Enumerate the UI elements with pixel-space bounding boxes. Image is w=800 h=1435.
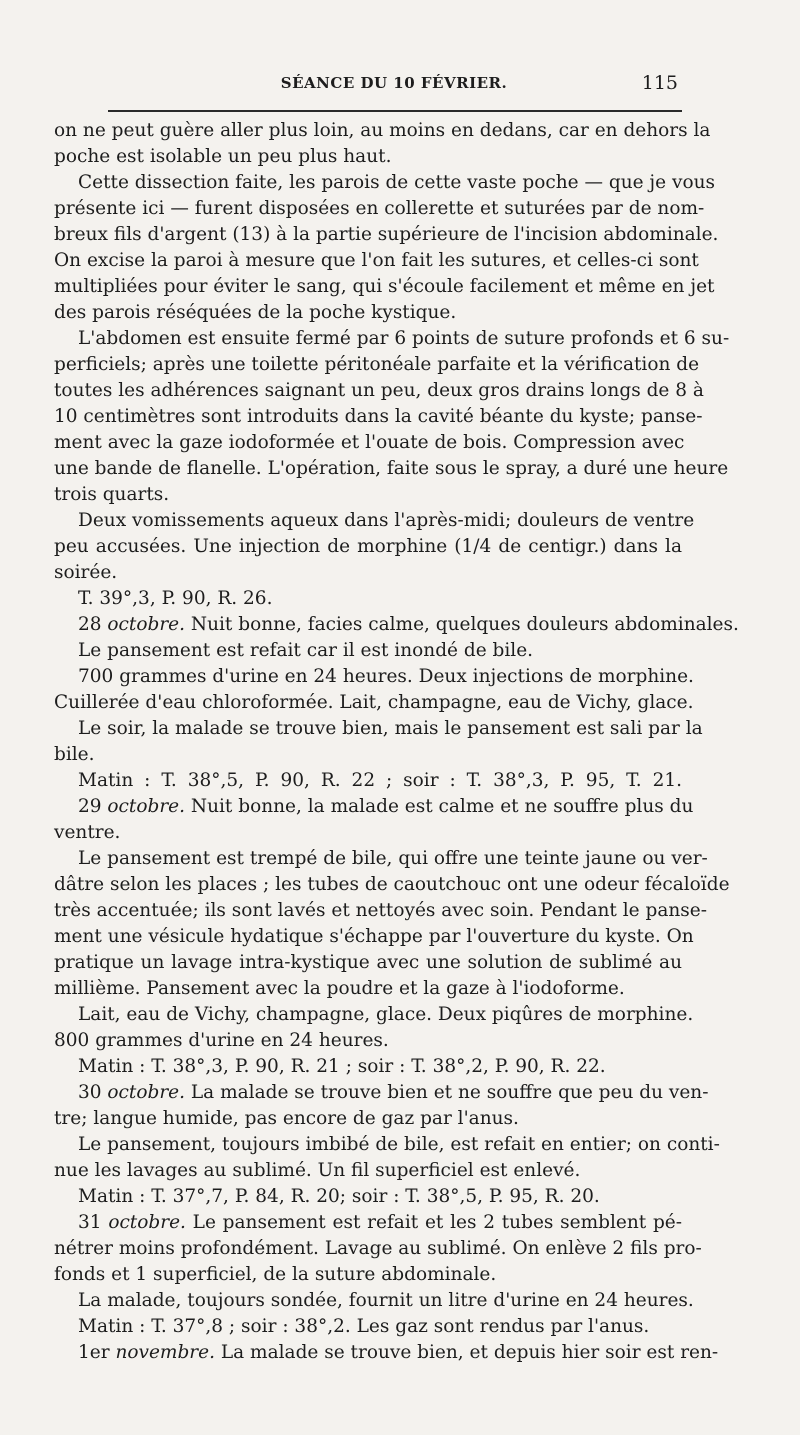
- line-text: breux fils d'argent (13) à la partie supérieure de l'incision abdominale.: [54, 224, 719, 245]
- line-text: Matin : T. 37°,8 ; soir : 38°,2. Les gaz sont rendus par l'anus.: [78, 1316, 650, 1337]
- line-text: perficiels; après une toilette péritonéale parfaite et la vérification de: [54, 354, 700, 375]
- line-text: une bande de flanelle. L'opération, faite sous le spray, a duré une heure: [54, 458, 729, 479]
- text-line: [54, 534, 682, 560]
- text-line: [54, 1132, 720, 1158]
- line-text: tre; langue humide, pas encore de gaz par l'anus.: [54, 1108, 519, 1129]
- text-line: [54, 950, 682, 976]
- text-line: [54, 1262, 682, 1288]
- line-text: Le pansement est refait et les 2 tubes semblent pé-: [185, 1212, 683, 1233]
- line-text: On excise la paroi à mesure que l'on fait les sutures, et celles-ci sont: [54, 250, 699, 271]
- line-text: 10 centimètres sont introduits dans la cavité béante du kyste; panse-: [54, 406, 703, 427]
- date-number: 28: [78, 614, 108, 635]
- line-text: Cette dissection faite, les parois de cette vaste poche — que je vous: [78, 172, 715, 193]
- line-text: Le pansement est trempé de bile, qui offre une teinte jaune ou ver-: [78, 848, 708, 869]
- text-line: [54, 1340, 719, 1366]
- text-line: [54, 1158, 682, 1184]
- date-number: 30: [78, 1082, 108, 1103]
- text-line: [54, 716, 703, 742]
- line-text: bile.: [54, 744, 95, 765]
- line-text: La malade, toujours sondée, fournit un litre d'urine en 24 heures.: [78, 1290, 694, 1311]
- line-text: des parois réséquées de la poche kystique.: [54, 302, 457, 323]
- line-text: on ne peut guère aller plus loin, au moins en dedans, car en dehors la: [54, 120, 711, 141]
- text-line: [54, 1002, 694, 1028]
- text-line: [54, 196, 705, 222]
- page-number: 115: [641, 72, 678, 94]
- text-line: [54, 1028, 682, 1054]
- line-text: 700 grammes d'urine en 24 heures. Deux injections de morphine.: [78, 666, 694, 687]
- text-line: [54, 924, 694, 950]
- line-text: Le pansement est refait car il est inondé de bile.: [78, 640, 534, 661]
- text-line: [54, 976, 682, 1002]
- line-text: poche est isolable un peu plus haut.: [54, 146, 392, 167]
- line-text: Matin : T. 38°,3, P. 90, R. 21 ; soir : T. 38°,2, P. 90, R. 22.: [78, 1056, 606, 1077]
- text-line: [54, 586, 682, 612]
- date-month: octobre.: [107, 614, 186, 635]
- text-line: [54, 1314, 682, 1340]
- line-text: très accentuée; ils sont lavés et nettoyés avec soin. Pendant le panse-: [54, 900, 707, 921]
- date-number: 31: [78, 1212, 109, 1233]
- text-line: [54, 482, 682, 508]
- line-text: Le pansement, toujours imbibé de bile, est refait en entier; on conti-: [78, 1134, 720, 1155]
- text-line: [54, 560, 682, 586]
- date-month: novembre.: [115, 1342, 215, 1363]
- line-text: Nuit bonne, facies calme, quelques douleurs abdominales.: [185, 614, 739, 635]
- text-line: [54, 326, 730, 352]
- text-line: [54, 768, 682, 794]
- text-line: [54, 1054, 682, 1080]
- date-number: 1er: [78, 1342, 116, 1363]
- line-text: T. 39°,3, P. 90, R. 26.: [78, 588, 273, 609]
- line-text: Cuillerée d'eau chloroformée. Lait, champagne, eau de Vichy, glace.: [54, 692, 694, 713]
- text-line: [54, 872, 730, 898]
- line-text: Lait, eau de Vichy, champagne, glace. Deux piqûres de morphine.: [78, 1004, 694, 1025]
- text-line: [54, 1106, 682, 1132]
- text-line: [54, 404, 703, 430]
- text-line: [54, 170, 715, 196]
- text-line: [54, 794, 694, 820]
- line-text: Nuit bonne, la malade est calme et ne souffre plus du: [185, 796, 694, 817]
- text-line: [54, 1236, 702, 1262]
- line-text: millième. Pansement avec la poudre et la gaze à l'iodoforme.: [54, 978, 625, 999]
- body-text: [54, 118, 739, 1366]
- text-line: [54, 300, 682, 326]
- text-line: [54, 1210, 682, 1236]
- text-line: [54, 612, 739, 638]
- date-month: octobre.: [107, 796, 186, 817]
- line-text: soirée.: [54, 562, 118, 583]
- running-head: [108, 74, 680, 102]
- header-rule: [108, 110, 682, 112]
- line-text: ment une vésicule hydatique s'échappe par l'ouverture du kyste. On: [54, 926, 694, 947]
- line-text: fonds et 1 superficiel, de la suture abdominale.: [54, 1264, 497, 1285]
- line-text: nétrer moins profondément. Lavage au sublimé. On enlève 2 fils pro-: [54, 1238, 702, 1259]
- line-text: pratique un lavage intra-kystique avec une solution de sublimé au: [54, 952, 682, 973]
- text-line: [54, 248, 699, 274]
- text-line: [54, 1184, 682, 1210]
- date-number: 29: [78, 796, 108, 817]
- line-text: Matin : T. 37°,7, P. 84, R. 20; soir : T. 38°,5, P. 95, R. 20.: [78, 1186, 600, 1207]
- text-line: [54, 742, 682, 768]
- text-line: [54, 378, 704, 404]
- date-month: octobre.: [108, 1212, 186, 1233]
- line-text: peu accusées. Une injection de morphine (1/4 de centigr.) dans la: [54, 536, 682, 557]
- text-line: [54, 222, 719, 248]
- text-line: [54, 118, 711, 144]
- line-text: multipliées pour éviter le sang, qui s'écoule facilement et même en jet: [54, 276, 715, 297]
- line-text: Deux vomissements aqueux dans l'après-midi; douleurs de ventre: [78, 510, 695, 531]
- line-text: La malade se trouve bien, et depuis hier soir est ren-: [214, 1342, 719, 1363]
- date-month: octobre.: [107, 1082, 186, 1103]
- line-text: toutes les adhérences saignant un peu, deux gros drains longs de 8 à: [54, 380, 704, 401]
- text-line: [54, 898, 707, 924]
- line-text: dâtre selon les places ; les tubes de caoutchouc ont une odeur fécaloïde: [54, 874, 730, 895]
- line-text: L'abdomen est ensuite fermé par 6 points de suture profonds et 6 su-: [78, 328, 730, 349]
- running-title: SÉANCE DU 10 FÉVRIER.: [280, 74, 508, 92]
- text-line: [54, 1080, 709, 1106]
- text-line: [54, 820, 682, 846]
- line-text: Le soir, la malade se trouve bien, mais le pansement est sali par la: [78, 718, 703, 739]
- line-text: nue les lavages au sublimé. Un fil superficiel est enlevé.: [54, 1160, 581, 1181]
- line-text: Matin : T. 38°,5, P. 90, R. 22 ; soir : T. 38°,3, P. 95, T. 21.: [78, 770, 682, 791]
- text-line: [54, 456, 729, 482]
- text-line: [54, 430, 685, 456]
- text-line: [54, 690, 694, 716]
- line-text: 800 grammes d'urine en 24 heures.: [54, 1030, 389, 1051]
- text-line: [54, 144, 682, 170]
- line-text: présente ici — furent disposées en collerette et suturées par de nom-: [54, 198, 705, 219]
- line-text: ventre.: [54, 822, 121, 843]
- line-text: La malade se trouve bien et ne souffre que peu du ven-: [185, 1082, 709, 1103]
- text-line: [54, 638, 682, 664]
- text-line: [54, 274, 715, 300]
- text-line: [54, 846, 708, 872]
- text-line: [54, 1288, 694, 1314]
- line-text: trois quarts.: [54, 484, 170, 505]
- line-text: ment avec la gaze iodoformée et l'ouate de bois. Compression avec: [54, 432, 685, 453]
- text-line: [54, 508, 695, 534]
- text-line: [54, 664, 694, 690]
- text-line: [54, 352, 700, 378]
